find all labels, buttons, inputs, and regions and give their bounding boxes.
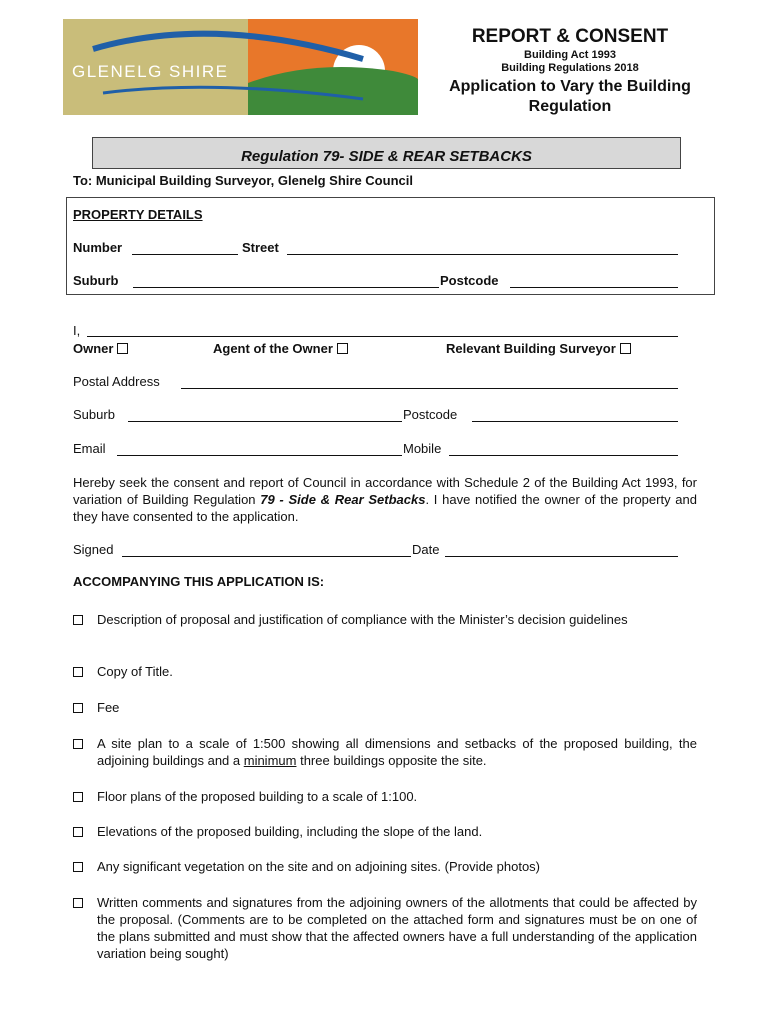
postal-address-field[interactable]: [181, 388, 678, 389]
checklist-checkbox[interactable]: [73, 792, 83, 802]
report-title: REPORT & CONSENT: [471, 26, 669, 47]
logo-text: GLENELG SHIRE: [72, 62, 229, 81]
checklist-item[interactable]: [73, 788, 697, 805]
statement-paragraph: [73, 474, 697, 525]
checklist-checkbox[interactable]: [73, 898, 83, 908]
property-suburb-label: Suburb: [73, 273, 119, 288]
checklist-checkbox[interactable]: [73, 739, 83, 749]
date-label: Date: [412, 542, 440, 557]
street-label: Street: [242, 240, 279, 255]
signed-label: Signed: [73, 542, 114, 557]
agent-label: Agent of the Owner: [213, 341, 333, 356]
mobile-label: Mobile: [403, 441, 442, 456]
owner-option[interactable]: [73, 341, 128, 356]
mobile-field[interactable]: [449, 455, 678, 456]
checklist-item-text: Copy of Title.: [97, 664, 173, 679]
application-title-line1: Application to Vary the Building: [449, 78, 691, 95]
checklist-item-text: Elevations of the proposed building, including the slope of the land.: [97, 824, 483, 839]
checklist-item-text: Fee: [97, 700, 120, 715]
number-field[interactable]: [132, 254, 238, 255]
checklist-checkbox[interactable]: [73, 862, 83, 872]
suburb-label: Suburb: [73, 407, 115, 422]
applicant-name-field[interactable]: [87, 336, 678, 337]
property-details-heading: PROPERTY DETAILS: [73, 207, 203, 222]
checklist-checkbox[interactable]: [73, 667, 83, 677]
checklist-item[interactable]: [73, 663, 697, 680]
agent-checkbox[interactable]: [337, 343, 348, 354]
checklist-item[interactable]: [73, 823, 697, 840]
application-title-line2: Regulation: [528, 98, 612, 115]
checklist-item[interactable]: [73, 894, 697, 962]
postcode-field[interactable]: [472, 421, 678, 422]
item4-text: A site plan to a scale of 1:500 showing all dimensions and setbacks of the proposed building, the adjoining buildings and a: [97, 736, 697, 768]
i-label: I,: [73, 323, 81, 338]
regs-subtitle: Building Regulations 2018: [501, 62, 639, 74]
checklist-item[interactable]: [73, 699, 697, 716]
checklist-item[interactable]: [73, 858, 697, 875]
email-label: Email: [73, 441, 106, 456]
statement-part2: . I have notified the owner of the property and they have consented to the application.: [73, 492, 697, 524]
checklist-item-text: Written comments and signatures from the adjoining owners of the allotments that could be affected by the proposal. (Comments are to be completed on the attached form and signatures must be on one of the plans submitted and must show that the affected owners have a full understanding of the application variation being sought): [97, 895, 697, 961]
to-line: To: Municipal Building Surveyor, Glenelg Shire Council: [73, 173, 413, 188]
accompanying-heading: ACCOMPANYING THIS APPLICATION IS:: [73, 574, 325, 589]
property-postcode-label: Postcode: [440, 273, 499, 288]
regulation-banner: [92, 137, 681, 169]
application-title: [420, 77, 720, 117]
checklist-item[interactable]: [73, 735, 697, 769]
property-suburb-field[interactable]: [133, 287, 439, 288]
checklist-item[interactable]: [73, 611, 697, 645]
owner-checkbox[interactable]: [117, 343, 128, 354]
checklist-checkbox[interactable]: [73, 615, 83, 625]
checklist-checkbox[interactable]: [73, 703, 83, 713]
postcode-label: Postcode: [403, 407, 458, 422]
checklist-checkbox[interactable]: [73, 827, 83, 837]
checklist-item-text: [97, 735, 697, 769]
surveyor-label: Relevant Building Surveyor: [446, 341, 616, 356]
surveyor-option[interactable]: [446, 341, 631, 356]
checklist-item-text: Floor plans of the proposed building to a scale of 1:100.: [97, 789, 418, 804]
glenelg-shire-logo: [63, 19, 418, 115]
surveyor-checkbox[interactable]: [620, 343, 631, 354]
postal-address-label: Postal Address: [73, 374, 160, 389]
suburb-field[interactable]: [128, 421, 402, 422]
date-field[interactable]: [445, 556, 678, 557]
agent-option[interactable]: [213, 341, 348, 356]
item4-tail: three buildings opposite the site.: [296, 753, 487, 768]
checklist-item-text: Description of proposal and justification of compliance with the Minister’s decision guidelines: [97, 612, 628, 627]
checklist-item-text: Any significant vegetation on the site and on adjoining sites. (Provide photos): [97, 859, 540, 874]
street-field[interactable]: [287, 254, 678, 255]
act-subtitle: Building Act 1993: [524, 49, 616, 61]
owner-label: Owner: [73, 341, 114, 356]
item4-underlined: minimum: [243, 753, 297, 768]
property-postcode-field[interactable]: [510, 287, 678, 288]
statement-reg-ref: 79 - Side & Rear Setbacks: [260, 492, 426, 507]
email-field[interactable]: [117, 455, 402, 456]
number-label: Number: [73, 240, 123, 255]
regulation-banner-text: Regulation 79- SIDE & REAR SETBACKS: [241, 148, 532, 165]
signed-field[interactable]: [122, 556, 411, 557]
statement-part1: Hereby seek the consent and report of Council in accordance with Schedule 2 of the Building Act 1993, for variation of Building Regulation: [73, 475, 697, 507]
